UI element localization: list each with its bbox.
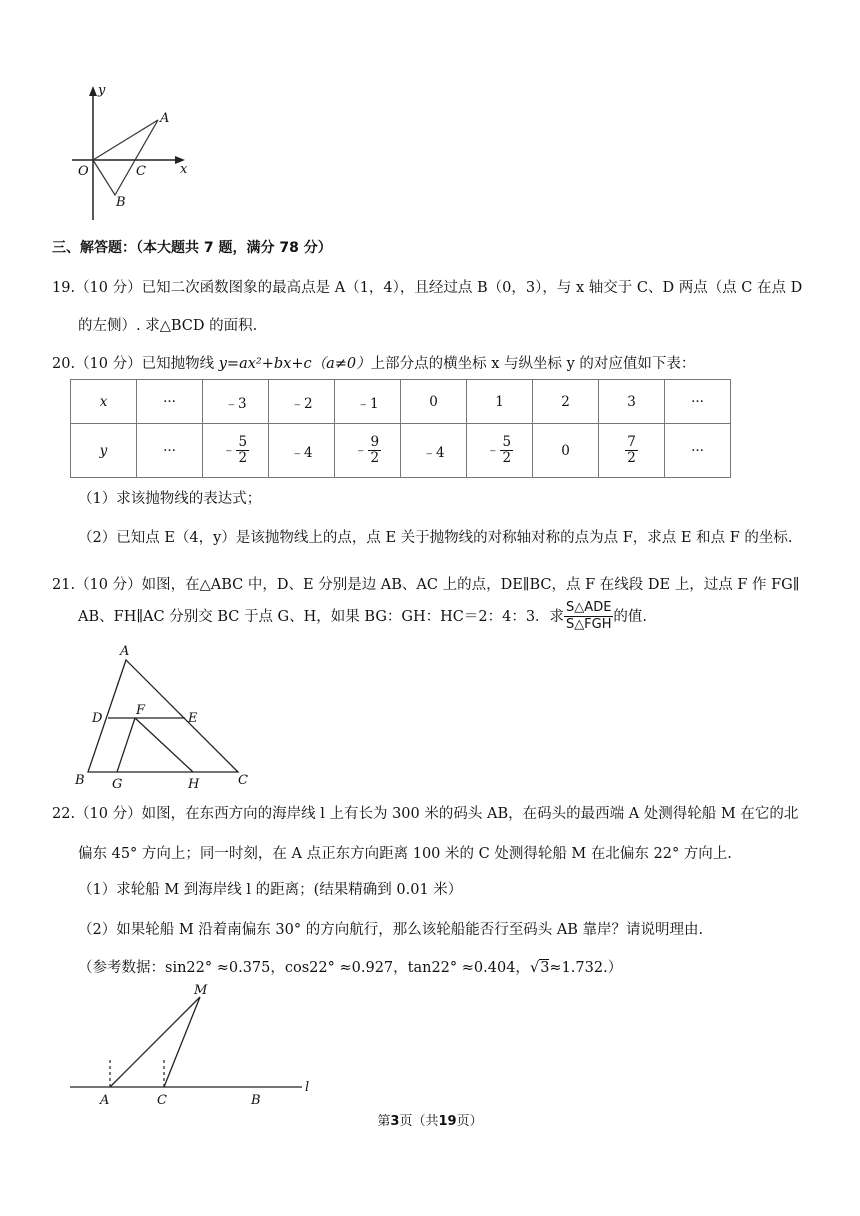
y-cell: ··· <box>665 424 731 478</box>
label-e: E <box>188 711 198 726</box>
label-o: O <box>78 164 89 179</box>
q22-part2: （2）如果轮船 M 沿着南偏东 30° 的方向航行，那么该轮船能否行至码头 AB 靠岸？请说明理由. <box>78 922 704 938</box>
q21-text2-pre: AB、FH∥AC 分别交 BC 于点 G、H，如果 BG：GH：HC＝2：4：3．求 <box>78 608 565 625</box>
q22-number: 22. <box>52 806 76 822</box>
label-b: B <box>75 773 85 788</box>
label-x: x <box>180 162 188 177</box>
q22-line2: 偏东 45° 方向上；同一时刻，在 A 点正东方向距离 100 米的 C 处测得轮船 M 在北偏东 22° 方向上. <box>78 846 732 862</box>
y-cell: 0 <box>533 424 599 478</box>
table-row-x <box>71 380 731 424</box>
label-a: A <box>100 1093 110 1108</box>
label-c: C <box>136 164 146 179</box>
y-cell: ﹣4 <box>269 424 335 478</box>
q21-text2-post: 的值. <box>613 608 648 625</box>
label-y: y <box>98 83 106 98</box>
y-cell-fraction: $\frac{7}{2}$ <box>599 424 665 478</box>
x-cell: ··· <box>665 380 731 424</box>
q19-number: 19. <box>52 280 76 296</box>
y-cell: ··· <box>137 424 203 478</box>
current-page: 3 <box>390 1114 400 1129</box>
table-row-y <box>71 424 731 478</box>
y-cell-fraction: ﹣ $\frac{5}{2}$ <box>467 424 533 478</box>
label-g: G <box>112 777 123 790</box>
segment-fg <box>117 718 135 772</box>
triangle-oab <box>93 120 158 195</box>
q21-text1: （10 分）如图，在△ABC 中，D、E 分别是边 AB、AC 上的点，DE∥BC，点 F 在线段 DE 上，过点 F 作 FG∥ <box>75 577 800 593</box>
table-header-x: x <box>71 380 137 424</box>
q21-line2 <box>78 600 647 634</box>
x-cell: 0 <box>401 380 467 424</box>
label-a: A <box>160 111 170 126</box>
label-a: A <box>120 644 130 659</box>
label-m: M <box>194 983 208 998</box>
label-b: B <box>251 1093 261 1108</box>
x-cell: ﹣2 <box>269 380 335 424</box>
triangle-abc <box>88 660 238 772</box>
q22-line1 <box>52 802 798 823</box>
x-cell: 1 <box>467 380 533 424</box>
sqrt-radicand: 3 <box>540 960 550 976</box>
segment-cm <box>164 997 200 1087</box>
q22-text1: （10 分）如图，在东西方向的海岸线 l 上有长为 300 米的码头 AB，在码头的最西端 A 处测得轮船 M 在它的北 <box>75 806 799 822</box>
segment-fh <box>135 718 193 772</box>
q19-text1: （10 分）已知二次函数图象的最高点是 A（1，4），且经过点 B（0，3），与 x 轴交于 C、D 两点（点 C 在点 D <box>75 280 803 296</box>
y-axis-arrow <box>89 86 97 96</box>
q20-number: 20. <box>52 356 76 372</box>
triangle-figure <box>70 642 260 790</box>
fraction-numerator: S△ADE <box>564 600 613 617</box>
y-cell: ﹣4 <box>401 424 467 478</box>
x-cell: 2 <box>533 380 599 424</box>
segment-am <box>110 997 200 1087</box>
q22-reference-data: （参考数据：sin22° ≈0.375，cos22° ≈0.927，tan22° ≈0.404，√3≈1.732.） <box>78 960 623 976</box>
q20-formula: y=ax²+bx+c（a≠0） <box>218 356 371 372</box>
q20-part1: （1）求该抛物线的表达式； <box>78 491 262 507</box>
coordinate-figure <box>60 80 200 225</box>
x-cell: 3 <box>599 380 665 424</box>
section-title: 三、解答题：（本大题共 7 题，满分 78 分） <box>52 240 332 256</box>
q19-line1 <box>52 276 802 297</box>
label-l: l <box>305 1080 310 1095</box>
q20-intro-pre: （10 分）已知抛物线 <box>75 356 219 372</box>
fraction-denominator: S△FGH <box>565 617 612 633</box>
q21-number: 21. <box>52 577 76 593</box>
y-cell-fraction: ﹣ $\frac{5}{2}$ <box>203 424 269 478</box>
label-d: D <box>92 711 103 726</box>
sqrt-symbol: √ <box>529 960 540 976</box>
label-h: H <box>188 777 200 790</box>
coastline-figure <box>62 978 332 1110</box>
total-pages: 19 <box>438 1114 457 1129</box>
x-cell: ﹣1 <box>335 380 401 424</box>
label-f: F <box>136 703 146 718</box>
label-c: C <box>157 1093 167 1108</box>
page-footer: 第3页（共19页） <box>377 1114 483 1129</box>
table-header-y: y <box>71 424 137 478</box>
label-c: C <box>238 773 248 788</box>
q20-intro-post: 上部分点的横坐标 x 与纵坐标 y 的对应值如下表： <box>370 356 696 372</box>
q22-part1: （1）求轮船 M 到海岸线 l 的距离；(结果精确到 0.01 米） <box>78 882 463 898</box>
q20-line1 <box>52 352 695 373</box>
x-cell: ··· <box>137 380 203 424</box>
q21-line1 <box>52 573 799 594</box>
x-cell: ﹣3 <box>203 380 269 424</box>
y-cell-fraction: ﹣ $\frac{9}{2}$ <box>335 424 401 478</box>
area-ratio-fraction <box>564 600 613 634</box>
q19-line2: 的左侧）. 求△BCD 的面积. <box>78 318 258 334</box>
label-b: B <box>116 195 126 210</box>
xy-value-table <box>70 379 731 478</box>
q20-part2: （2）已知点 E（4，y）是该抛物线上的点，点 E 关于抛物线的对称轴对称的点为点 F，求点 E 和点 F 的坐标. <box>78 530 793 546</box>
